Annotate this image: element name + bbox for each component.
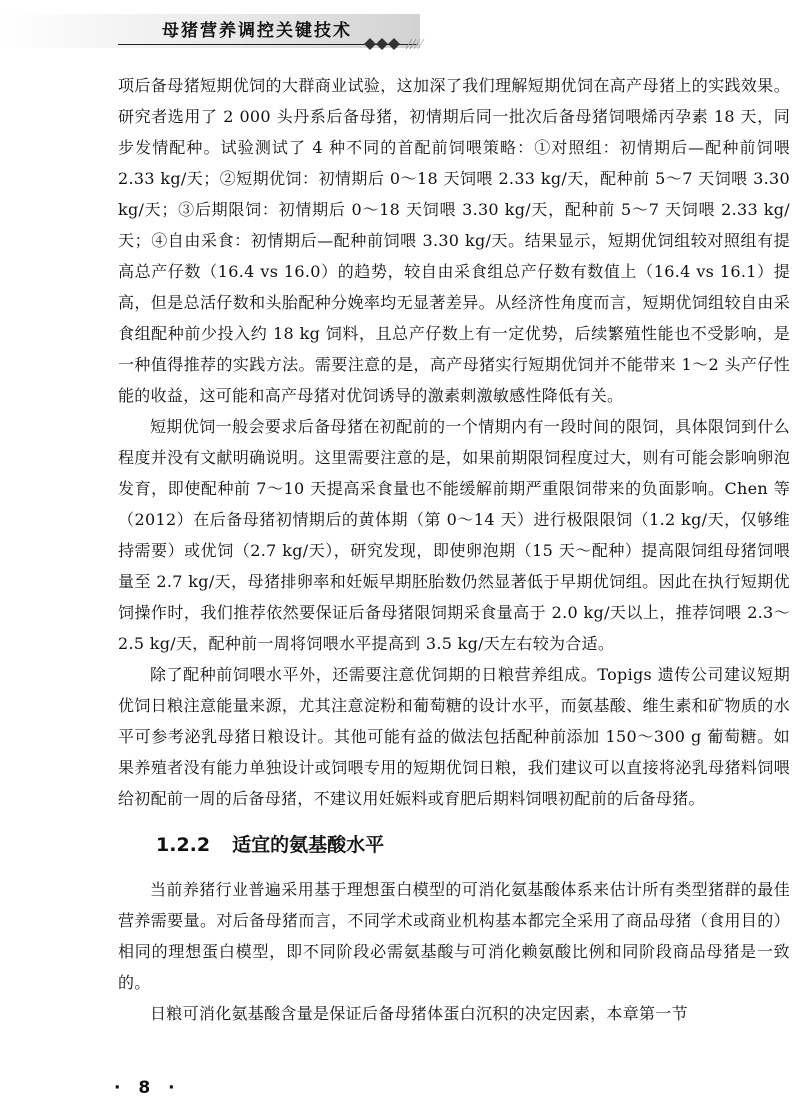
running-header-title: 母猪营养调控关键技术	[162, 21, 352, 41]
header-ornament-icon	[360, 34, 460, 54]
running-header	[0, 0, 800, 50]
section-title: 适宜的氨基酸水平	[232, 834, 385, 856]
body-paragraph-3: 除了配种前饲喂水平外，还需要注意优饲期的日粮营养组成。Topigs 遗传公司建议短期优饲日粮注意能量来源，尤其注意淀粉和葡萄糖的设计水平，而氨基酸、维生素和矿物质的水平可参考泌乳母猪日粮设计。其他可能有益的做法包括配种前添加 150～300 g 葡萄糖。如果养殖者没有能力单独设计或饲喂专用的短期优饲日粮，我们建议可以直接将泌乳母猪料饲喂给初配前一周的后备母猪，不建议用妊娠料或育肥后期料饲喂初配前的后备母猪。	[118, 665, 790, 808]
body-paragraph-2: 短期优饲一般会要求后备母猪在初配前的一个情期内有一段时间的限饲，具体限饲到什么程度并没有文献明确说明。这里需要注意的是，如果前期限饲程度过大，则有可能会影响卵泡发育，即使配种前 7～10 天提高采食量也不能缓解前期严重限饲带来的负面影响。Chen 等（2012）在后备母猪初情期后的黄体期（第 0～14 天）进行极限限饲（1.2 kg/天，仅够维持需要）或优饲（2.7 kg/天），研究发现，即使卵泡期（15 天～配种）提高限饲组母猪饲喂量至 2.7 kg/天，母猪排卵率和妊娠早期胚胎数仍然显著低于早期优饲组。因此在执行短期优饲操作时，我们推荐依然要保证后备母猪限饲期采食量高于 2.0 kg/天以上，推荐饲喂 2.3～2.5 kg/天，配种前一周将饲喂水平提高到 3.5 kg/天左右较为合适。	[118, 417, 790, 653]
body-paragraph-1: 项后备母猪短期优饲的大群商业试验，这加深了我们理解短期优饲在高产母猪上的实践效果。研究者选用了 2 000 头丹系后备母猪，初情期后同一批次后备母猪饲喂烯丙孕素 18 天，同步发情配种。试验测试了 4 种不同的首配前饲喂策略：①对照组：初情期后—配种前饲喂 2.33 kg/天；②短期优饲：初情期后 0～18 天饲喂 2.33 kg/天，配种前 5～7 天饲喂 3.30 kg/天；③后期限饲：初情期后 0～18 天饲喂 3.30 kg/天，配种前 5～7 天饲喂 2.33 kg/天；④自由采食：初情期后—配种前饲喂 3.30 kg/天。结果显示，短期优饲组较对照组有提高总产仔数（16.4 vs 16.0）的趋势，较自由采食组总产仔数有数值上（16.4 vs 16.1）提高，但是总活仔数和头胎配种分娩率均无显著差异。从经济性角度而言，短期优饲组较自由采食组配种前少投入约 18 kg 饲料，且总产仔数上有一定优势，后续繁殖性能也不受影响，是一种值得推荐的实践方法。需要注意的是，高产母猪实行短期优饲并不能带来 1～2 头产仔性能的收益，这可能和高产母猪对优饲诱导的激素刺激敏感性降低有关。	[118, 76, 790, 405]
section-number: 1.2.2	[156, 834, 211, 856]
section-heading	[118, 828, 790, 862]
section-paragraph-1: 当前养猪行业普遍采用基于理想蛋白模型的可消化氨基酸体系来估计所有类型猪群的最佳营养需要量。对后备母猪而言，不同学术或商业机构基本都完全采用了商品母猪（食用目的）相同的理想蛋白模型，即不同阶段必需氨基酸与可消化赖氨酸比例和同阶段商品母猪是一致的。	[118, 880, 790, 992]
page-number: · 8 ·	[114, 1078, 181, 1098]
page-body	[118, 70, 790, 1029]
section-paragraph-2: 日粮可消化氨基酸含量是保证后备母猪体蛋白沉积的决定因素，本章第一节	[150, 1004, 688, 1023]
